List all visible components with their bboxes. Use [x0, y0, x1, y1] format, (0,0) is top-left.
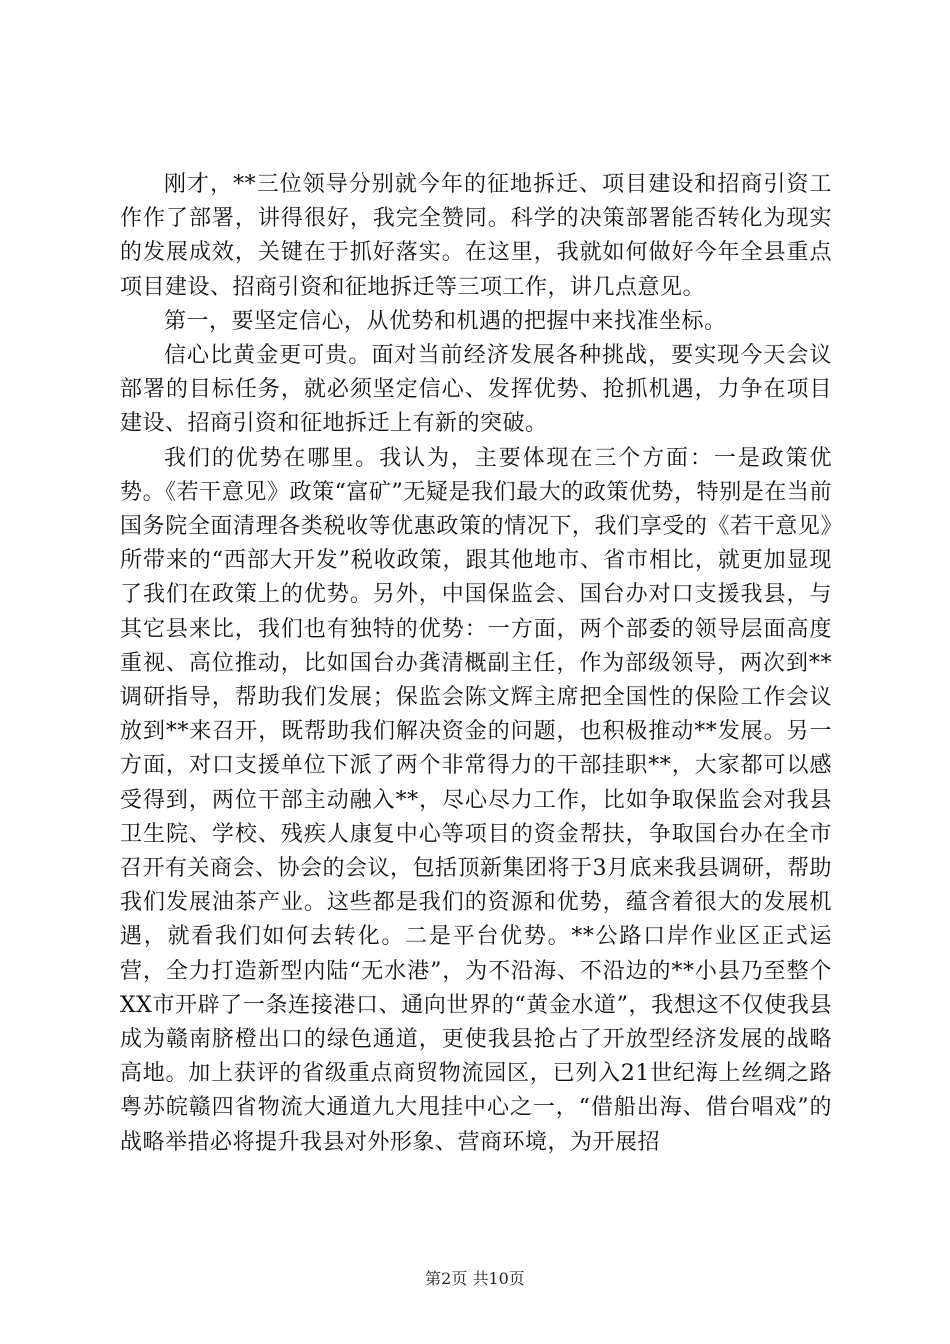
document-body	[120, 168, 832, 1160]
paragraph-confidence: 信心比黄金更可贵。面对当前经济发展各种挑战，要实现今天会议部署的目标任务，就必须坚定信心、发挥优势、抢抓机遇，力争在项目建设、招商引资和征地拆迁上有新的突破。	[120, 343, 832, 437]
paragraph-advantages: 我们的优势在哪里。我认为，主要体现在三个方面：一是政策优势。《若干意见》政策“富矿”无疑是我们最大的政策优势，特别是在当前国务院全面清理各类税收等优惠政策的情况下，我们享受的《若干意见》所带来的“西部大开发”税收政策，跟其他地市、省市相比，就更加显现了我们在政策上的优势。另外，中国保监会、国台办对口支援我县，与其它县来比，我们也有独特的优势：一方面，两个部委的领导层面高度重视、高位推动，比如国台办龚清概副主任，作为部级领导，两次到**调研指导，帮助我们发展；保监会陈文辉主席把全国性的保险工作会议放到**来召开，既帮助我们解决资金的问题，也积极推动**发展。另一方面，对口支援单位下派了两个非常得力的干部挂职**，大家都可以感受得到，两位干部主动融入**，尽心尽力工作，比如争取保监会对我县卫生院、学校、残疾人康复中心等项目的资金帮扶，争取国台办在全市召开有关商会、协会的会议，包括顶新集团将于3月底来我县调研，帮助我们发展油茶产业。这些都是我们的资源和优势，蕴含着很大的发展机遇，就看我们如何去转化。二是平台优势。**公路口岸作业区正式运营，全力打造新型内陆“无水港”，为不沿海、不沿边的**小县乃至整个XX市开辟了一条连接港口、通向世界的“黄金水道”，我想这不仅使我县成为赣南脐橙出口的绿色通道，更使我县抢占了开放型经济发展的战略高地。加上获评的省级重点商贸物流园区，已列入21世纪海上丝绸之路粤苏皖赣四省物流大通道九大甩挂中心之一，“借船出海、借台唱戏”的战略举措必将提升我县对外形象、营商环境，为开展招	[120, 445, 832, 1155]
page-footer	[0, 1266, 950, 1289]
page-indicator: 第2页 共10页	[425, 1269, 525, 1288]
paragraph-section-heading: 第一，要坚定信心，从优势和机遇的把握中来找准坐标。	[164, 308, 727, 334]
paragraph-intro: 刚才，**三位领导分别就今年的征地拆迁、项目建设和招商引资工作作了部署，讲得很好，我完全赞同。科学的决策部署能否转化为现实的发展成效，关键在于抓好落实。在这里，我就如何做好今年全县重点项目建设、招商引资和征地拆迁等三项工作，讲几点意见。	[120, 172, 832, 300]
